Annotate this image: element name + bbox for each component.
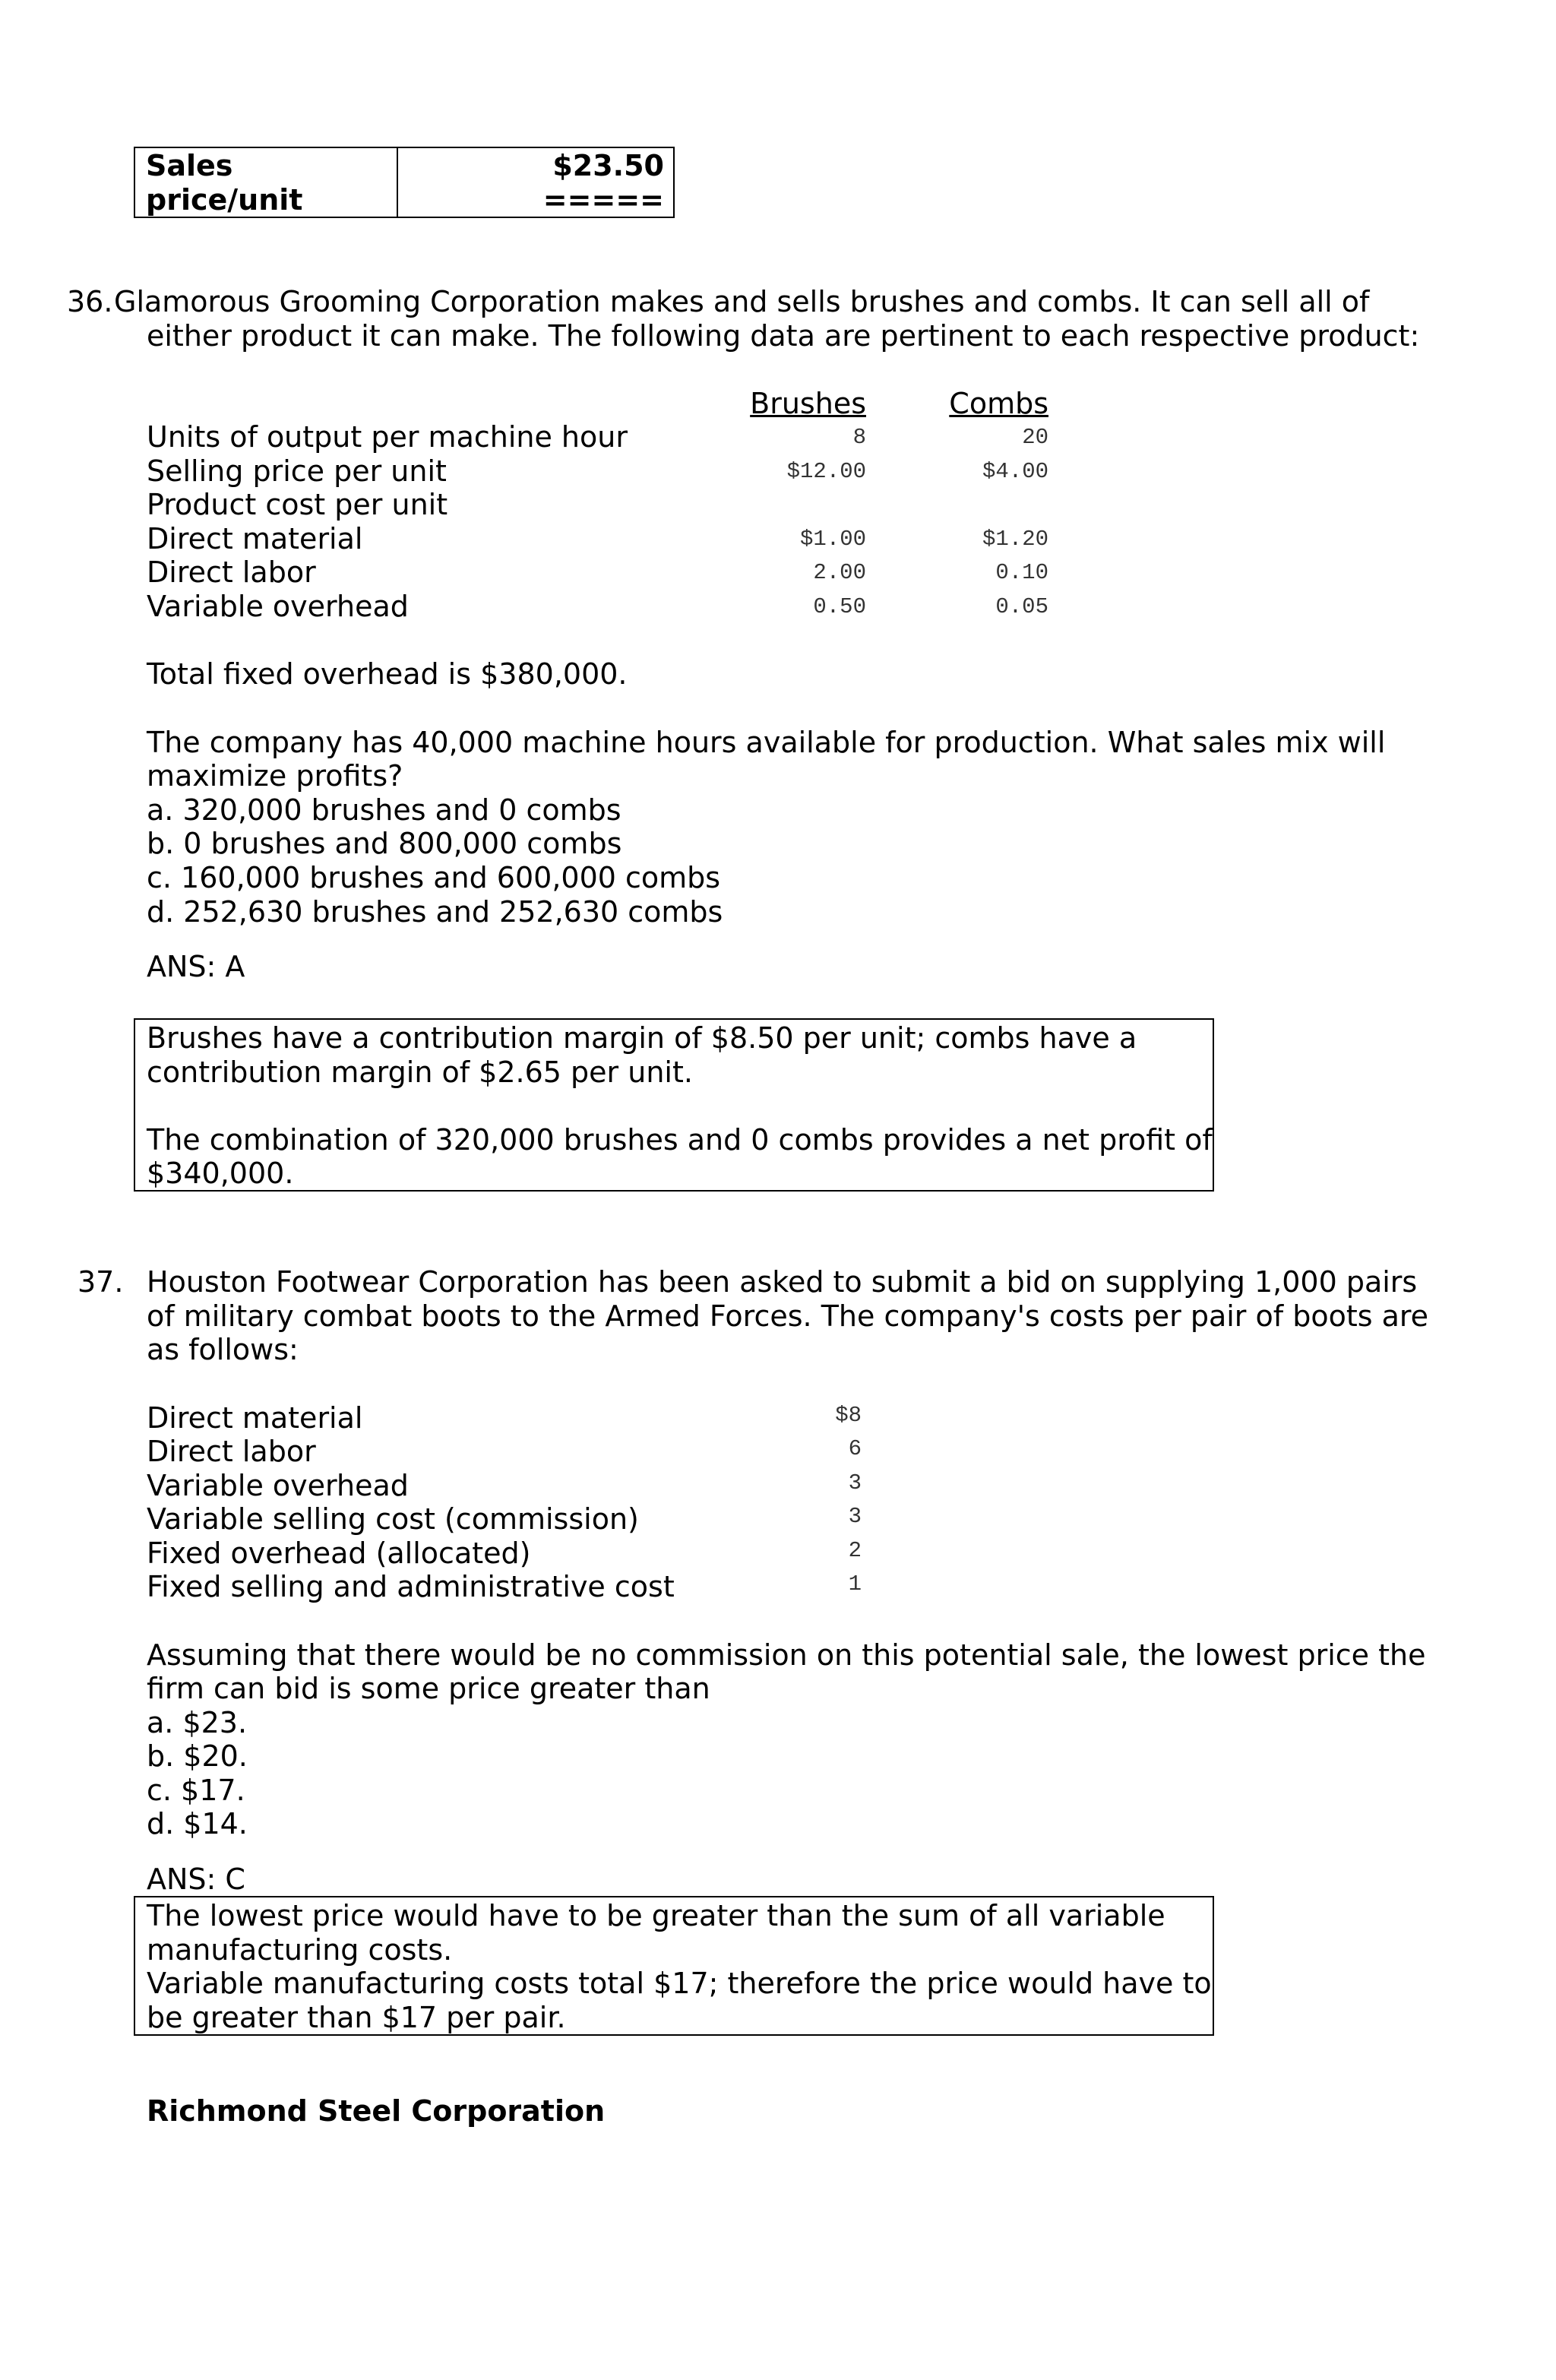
q36-row-label: Product cost per unit [147,488,448,521]
q36-row-combs: 20 [1022,425,1048,450]
q36-stem-line-2: either product it can make. The following data are pertinent to each respective product: [147,319,1420,353]
q37-explanation-line: Variable manufacturing costs total $17; therefore the price would have to [147,1967,1212,2000]
q36-row-combs: $4.00 [982,459,1048,484]
sales-price-table-divider [397,147,398,218]
q37-cost-value: 6 [848,1436,862,1461]
sales-price-label-1: Sales [146,149,233,182]
q37-option-b: b. $20. [147,1739,248,1773]
sales-price-value: $23.50 [552,149,664,182]
q36-explanation-line: contribution margin of $2.65 per unit. [147,1055,693,1089]
q37-cost-value: 3 [848,1470,862,1495]
q36-row-label: Direct material [147,522,363,555]
q37-cost-label: Variable selling cost (commission) [147,1502,639,1536]
q37-number: 37. [77,1265,124,1299]
q36-row-combs: 0.05 [995,594,1048,619]
q36-explanation-line: $340,000. [147,1157,294,1190]
q36-row-brushes: $1.00 [799,527,866,552]
q37-cost-label: Variable overhead [147,1469,409,1502]
q37-stem-line: of military combat boots to the Armed Forces. The company's costs per pair of boots are [147,1299,1429,1333]
next-section-heading: Richmond Steel Corporation [147,2094,606,2128]
q37-explanation-line: The lowest price would have to be greater than the sum of all variable [147,1899,1165,1932]
q36-row-brushes: 2.00 [813,560,866,585]
q37-option-d: d. $14. [147,1807,248,1840]
q37-cost-value: 1 [848,1571,862,1597]
q36-row-label: Units of output per machine hour [147,420,628,454]
sales-price-rule: ===== [542,183,664,217]
q37-explanation-line: manufacturing costs. [147,1933,453,1967]
q36-col-header-brushes: Brushes [750,387,866,420]
q36-row-brushes: 8 [852,425,866,450]
q36-explanation-line: Brushes have a contribution margin of $8.50 per unit; combs have a [147,1021,1137,1055]
q37-cost-label: Fixed selling and administrative cost [147,1570,675,1603]
q37-option-a: a. $23. [147,1706,248,1739]
q37-cost-label: Fixed overhead (allocated) [147,1537,531,1570]
q37-cost-value: 2 [848,1538,862,1563]
q36-number: 36. [67,285,113,318]
q36-question-line-1: The company has 40,000 machine hours available for production. What sales mix will [147,726,1386,759]
q37-stem-line: Houston Footwear Corporation has been asked to submit a bid on supplying 1,000 pairs [147,1265,1418,1299]
q36-row-combs: 0.10 [995,560,1048,585]
q36-row-brushes: 0.50 [813,594,866,619]
q36-option-c: c. 160,000 brushes and 600,000 combs [147,861,721,894]
q36-option-a: a. 320,000 brushes and 0 combs [147,793,621,827]
q36-stem-line-1: Glamorous Grooming Corporation makes and sells brushes and combs. It can sell all of [114,285,1370,318]
q37-cost-label: Direct labor [147,1435,316,1468]
q37-stem-line: as follows: [147,1333,299,1366]
q37-question-line-2: firm can bid is some price greater than [147,1672,710,1705]
q37-cost-label: Direct material [147,1401,363,1435]
q36-row-label: Variable overhead [147,590,409,623]
sales-price-label-2: price/unit [146,183,303,217]
q36-answer: ANS: A [147,950,245,983]
q36-row-label: Selling price per unit [147,454,447,488]
q36-fixed-overhead: Total fixed overhead is $380,000. [147,657,628,691]
q36-row-brushes: $12.00 [786,459,866,484]
q36-row-combs: $1.20 [982,527,1048,552]
q36-explanation-line: The combination of 320,000 brushes and 0 combs provides a net profit of [147,1123,1213,1157]
q37-answer: ANS: C [147,1863,245,1896]
q37-cost-value: $8 [835,1403,862,1428]
q36-option-d: d. 252,630 brushes and 252,630 combs [147,895,723,929]
q36-question-line-2: maximize profits? [147,759,403,793]
q37-question-line-1: Assuming that there would be no commission on this potential sale, the lowest price the [147,1638,1426,1672]
q36-col-header-combs: Combs [949,387,1048,420]
q37-explanation-line: be greater than $17 per pair. [147,2001,566,2034]
q37-cost-value: 3 [848,1504,862,1529]
q37-option-c: c. $17. [147,1774,245,1807]
q36-option-b: b. 0 brushes and 800,000 combs [147,827,622,860]
q36-row-label: Direct labor [147,555,316,589]
